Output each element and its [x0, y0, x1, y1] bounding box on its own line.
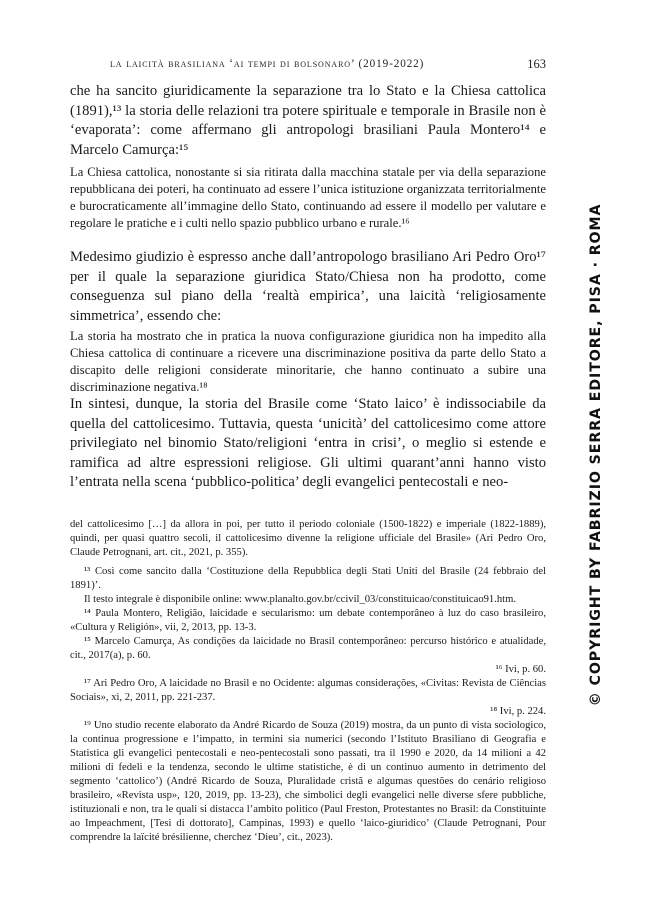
- block-quote-2: La storia ha mostrato che in pratica la nuova configurazione giuridica non ha impedito alla Chiesa cattolica di continuare a ricevere una discriminazione positiva da parte dello Stato a discapito delle religioni considerate minoritarie, che hanno continuato a subire una discriminazione negativa.¹⁸: [70, 329, 546, 394]
- footnote-continuation: del cattolicesimo […] da allora in poi, per tutto il periodo coloniale (1500-1822) e imperiale (1822-1889), quindi, per quasi quattro secoli, il cattolicesimo divenne la religione ufficiale del Brasile» (Ari Pedro Oro, Claude Petrognani, art. cit., 2021, p. 355).: [70, 519, 546, 558]
- footnote-13-link: Il testo integrale è disponibile online: www.planalto.gov.br/ccivil_03/constituicao/constituicao91.htm.: [84, 594, 516, 605]
- paragraph-2: Medesimo giudizio è espresso anche dall’antropologo brasiliano Ari Pedro Oro¹⁷ per il quale la separazione giuridica Stato/Chiesa non ha prodotto, come conseguenza sul piano della ‘realtà empirica’, una laicità ‘religiosamente simmetrica’, essendo che:: [70, 249, 546, 324]
- block-quote-1: La Chiesa cattolica, nonostante si sia ritirata dalla macchina statale per via della separazione repubblicana dei poteri, ha continuato ad essere l’unica istituzione organizzata territorialmente e burocraticamente all’immagine dello Stato, continuando ad essere il modello per valutare e regolare le pratiche e i culti nello spazio pubblico urbano e rurale.¹⁶: [70, 165, 546, 230]
- running-title: la laicità brasiliana ‘ai tempi di bolsonaro’ (2019-2022): [110, 58, 425, 70]
- paragraph-3: In sintesi, dunque, la storia del Brasile come ‘Stato laico’ è indissociabile da quella del cattolicesimo. Tuttavia, questa ‘unicità’ del cattolicesimo come attore privilegiato nel binomio Stato/religioni ‘entra in crisi’, o meglio si estende e ramifica ad altre espressioni religiose. Gli ultimi quarant’anni hanno visto l’entrata nella scena ‘pubblico-politica’ degli evangelici pentecostali e neo-: [70, 396, 546, 490]
- footnote-17: ¹⁷ Ari Pedro Oro, A laicidade no Brasil e no Ocidente: algumas considerações, «Civitas: Revista de Ciências Sociais», xi, 2, 2011, pp. 221-237.: [70, 678, 546, 703]
- footnote-15: ¹⁵ Marcelo Camurça, As condições da laicidade no Brasil contemporâneo: percurso histórico e atualidade, cit., 2017(a), p. 60.: [70, 636, 546, 661]
- footnote-19: ¹⁹ Uno studio recente elaborato da André Ricardo de Souza (2019) mostra, da un punto di vista sociologico, la continua progressione e l’impatto, in termini sia numerici (secondo l’Istituto Brasiliano di Geografia e Statistica gli evangelici pentecostali e neo-pentecostali sono passati, tra il 1990 e 2020, da 14 milioni a 42 milioni di fedeli e la tendenza, secondo le ultime statistiche, è di un continuo aumento in detrimento del segmento ‘cattolico’) (André Ricardo de Souza, Pluralidade cristã e algumas questões do cenário religioso brasileiro, «Revista usp», 120, 2019, pp. 13-23), che simbolici degli evangelici nelle diverse sfere pubbliche, istituzionali e non, tra le quali si distacca l’ambito politico (Paul Freston, Protestantes no Brasil: da Constituinte ao Impeachment, [Tesi di dottorato], Campinas, 1993) e quello ‘laico-giuridico’ (Claude Petrognani, Pour comprendre la laïcité brésilienne, cherchez ‘Dieu’, cit., 2023).: [70, 720, 546, 843]
- copyright-notice: © COPYRIGHT BY FABRIZIO SERRA EDITORE, PISA · ROMA: [588, 203, 604, 707]
- footnote-18: ¹⁸ Ivi, p. 224.: [490, 706, 546, 717]
- footnote-14: ¹⁴ Paula Montero, Religião, laicidade e secularismo: um debate contemporâneo à luz do caso brasileiro, «Cultura y Religión», vii, 2, 2013, pp. 13-3.: [70, 608, 546, 633]
- page-number: 163: [527, 57, 546, 71]
- footnote-16: ¹⁶ Ivi, p. 60.: [495, 664, 546, 675]
- footnote-13: ¹³ Così come sancito dalla ‘Costituzione della Repubblica degli Stati Uniti del Brasile (24 febbraio del 1891)’.: [70, 566, 546, 591]
- paragraph-1: che ha sancito giuridicamente la separazione tra lo Stato e la Chiesa cattolica (1891),¹³ la storia delle relazioni tra potere spirituale e temporale in Brasile non è ‘evaporata’: come affermano gli antropologi brasiliani Paula Montero¹⁴ e Marcelo Camurça:¹⁵: [70, 83, 546, 158]
- footnotes: [70, 518, 546, 845]
